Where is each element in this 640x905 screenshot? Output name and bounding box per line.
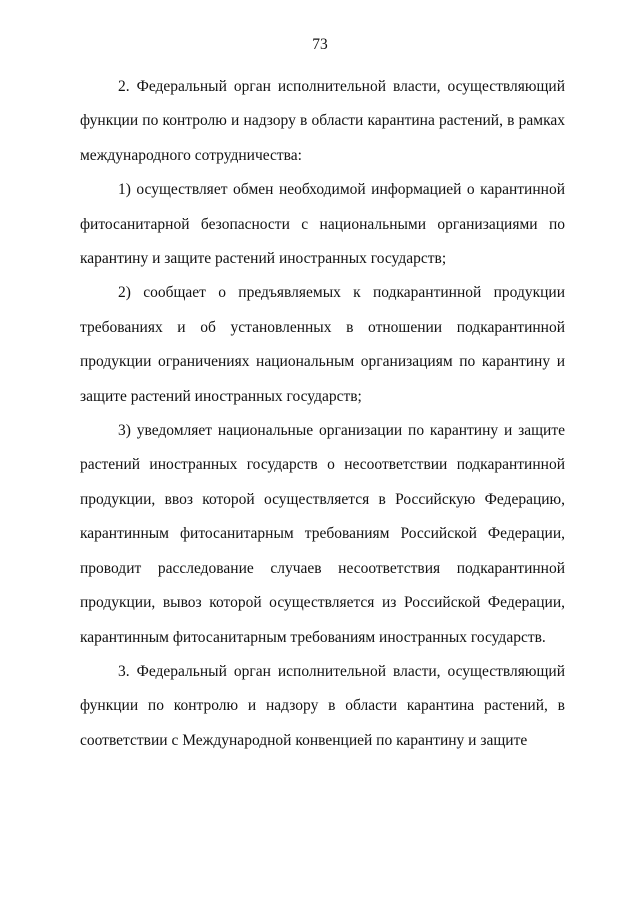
paragraph-item-2: 2) сообщает о предъявляемых к подкарантинной продукции требованиях и об установленных в отношении подкарантинной продукции ограничениях национальным организациям по карантину и защите растений иностранных государств;	[80, 284, 565, 405]
paragraph-section-3: 3. Федеральный орган исполнительной власти, осуществляющий функции по контролю и надзору в области карантина растений, в соответствии с Международной конвенцией по карантину и защите	[80, 662, 565, 749]
paragraph-item-1: 1) осуществляет обмен необходимой информацией о карантинной фитосанитарной безопасности с национальными организациями по карантину и защите растений иностранных государств;	[80, 181, 565, 268]
page-number: 73	[312, 36, 328, 53]
paragraph-section-2: 2. Федеральный орган исполнительной власти, осуществляющий функции по контролю и надзору в области карантина растений, в рамках международного сотрудничества:	[80, 78, 565, 164]
document-body	[80, 70, 565, 758]
paragraph-item-3: 3) уведомляет национальные организации по карантину и защите растений иностранных государств о несоответствии подкарантинной продукции, ввоз которой осуществляется в Российскую Федерацию, карантинным фитосанитарным требованиям Российской Федерации, проводит расследование случаев несоответствия подкарантинной продукции, вывоз которой осуществляется из Российской Федерации, карантинным фитосанитарным требованиям иностранных государств.	[80, 422, 565, 646]
